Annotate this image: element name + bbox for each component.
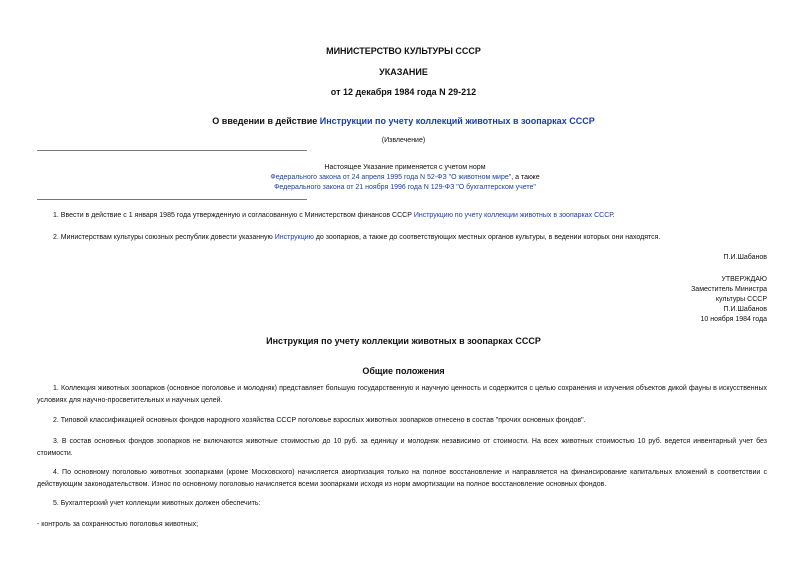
note-line-3 xyxy=(250,184,560,191)
section-title: Общие положения xyxy=(362,366,445,376)
instruction-paragraph-3: 3. В состав основных фондов зоопарков не включаются животные стоимостью до 10 руб. за единицу и молодняк независимо от стоимости. На всех животных стоимостью 10 руб. ведется инвентарный учет без стоимости. xyxy=(37,438,767,457)
instruction-paragraph-1: 1. Коллекция животных зоопарков (основное поголовье и молодняк) представляет большую государственную и научную ценность и содержится с целью сохранения и изучения объектов дикой фауны в искусственных условиях для научно-просветительных и научных целей. xyxy=(37,385,767,404)
document-date-number: от 12 декабря 1984 года N 29-212 xyxy=(330,87,477,97)
document-subject xyxy=(0,116,807,126)
approval-block xyxy=(567,275,767,325)
note-line-2 xyxy=(250,174,560,181)
instruction-paragraph-4: 4. По основному поголовью животных зоопарками (кроме Московского) начисляется амортизация только на полное восстановление и направляется на финансирование капитальных вложений в соответствии с действующим законодательством. Износ по основному поголовью начисляется всеми зоопарками исходя из норм амортизации на полное восстановление основных фондов. xyxy=(37,469,767,488)
approval-line-3: культуры СССР xyxy=(715,296,767,303)
approval-line-5: 10 ноября 1984 года xyxy=(700,316,767,323)
divider-bottom xyxy=(37,199,307,200)
excerpt-label: (Извлечение) xyxy=(381,137,426,144)
law-129-fz-link[interactable]: Федерального закона от 21 ноября 1996 года N 129-ФЗ "О бухгалтерском учете" xyxy=(274,184,536,191)
divider-top xyxy=(37,150,307,151)
approval-line-1: УТВЕРЖДАЮ xyxy=(721,276,767,283)
note-line-2-suffix: , а также xyxy=(511,174,540,181)
order-p1-suffix: . xyxy=(612,212,615,219)
subject-prefix: О введении в действие xyxy=(212,116,320,126)
order-paragraph-2 xyxy=(37,232,767,244)
document-type: УКАЗАНИЕ xyxy=(379,67,428,77)
order-p2-suffix: до зоопарков, а также до соответствующих местных органов культуры, в ведении которых они находятся. xyxy=(313,234,661,241)
order-p2-instruction-link[interactable]: Инструкцию xyxy=(274,234,314,241)
instruction-paragraph-2: 2. Типовой классификацией основных фондов народного хозяйства СССР поголовье взрослых животных зоопарков отнесено в состав "прочих основных фондов". xyxy=(53,417,586,424)
order-paragraph-1 xyxy=(37,210,767,222)
law-52-fz-link[interactable]: Федерального закона от 24 апреля 1995 года N 52-ФЗ "О животном мире" xyxy=(270,174,512,181)
order-p1-instruction-link[interactable]: Инструкцию по учету коллекции животных в зоопарках СССР xyxy=(413,212,613,219)
order-p1-text: 1. Ввести в действие с 1 января 1985 года утвержденную и согласованную с Министерством финансов СССР xyxy=(53,212,414,219)
instruction-paragraph-5: 5. Бухгалтерский учет коллекции животных должен обеспечить: xyxy=(53,500,261,507)
approval-line-4: П.И.Шабанов xyxy=(723,306,767,313)
note-line-1: Настоящее Указание применяется с учетом норм xyxy=(324,164,486,171)
order-signature: П.И.Шабанов xyxy=(723,254,767,261)
ministry-title: МИНИСТЕРСТВО КУЛЬТУРЫ СССР xyxy=(326,46,481,56)
instruction-paragraph-6: - контроль за сохранностью поголовья животных; xyxy=(37,521,199,528)
subject-instruction-link[interactable]: Инструкции по учету коллекций животных в зоопарках СССР xyxy=(319,116,595,126)
order-p2-text: 2. Министерствам культуры союзных республик довести указанную xyxy=(53,234,275,241)
instruction-title: Инструкция по учету коллекции животных в зоопарках СССР xyxy=(266,336,541,346)
approval-line-2: Заместитель Министра xyxy=(691,286,767,293)
